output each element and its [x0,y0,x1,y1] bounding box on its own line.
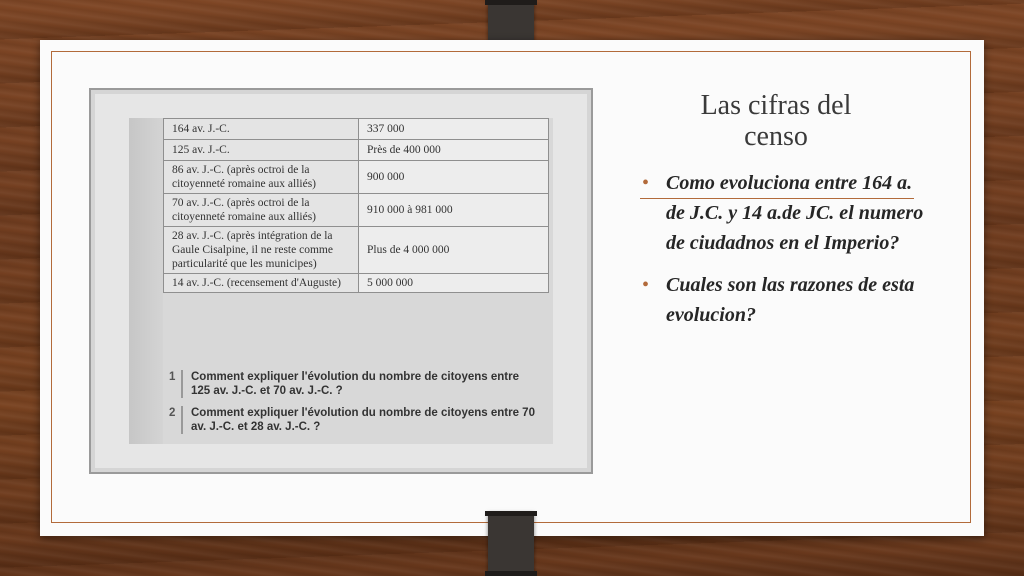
bullet-icon: • [642,274,650,296]
slide-card [40,40,984,536]
binder-clip-bottom [488,511,534,576]
table-cell-date: 70 av. J.-C. (après octroi de la citoyenneté romaine aux alliés) [164,194,359,227]
table-cell-date: 86 av. J.-C. (après octroi de la citoyenneté romaine aux alliés) [164,161,359,194]
bullet-item [640,270,930,330]
table-cell-date: 14 av. J.-C. (recensement d'Auguste) [164,274,359,293]
bullet-text: Cuales son las razones de esta evolucion? [666,274,915,326]
table-row [164,274,549,293]
question-1 [163,370,549,400]
question-number: 1 [169,371,176,383]
scanned-table-image [129,118,553,444]
question-divider [181,406,183,434]
question-text: Comment expliquer l'évolution du nombre de citoyens entre 125 av. J.-C. et 70 av. J.-C. ? [191,371,519,397]
question-number: 2 [169,407,176,419]
table-row [164,227,549,274]
bullet-list [640,168,930,342]
question-divider [181,370,183,398]
table-row [164,119,549,140]
table-cell-value: Plus de 4 000 000 [359,227,549,274]
scanned-image-frame [89,88,593,474]
bullet-icon: • [642,172,650,194]
bullet-item [640,168,930,258]
table-cell-value: Près de 400 000 [359,140,549,161]
table-row [164,161,549,194]
table-row [164,194,549,227]
scan-page-edge [129,118,163,444]
slide-title: Las cifras del censo [700,90,852,152]
table-cell-date: 164 av. J.-C. [164,119,359,140]
table-cell-date: 28 av. J.-C. (après intégration de la Gaule Cisalpine, il ne reste comme particularité que les municipes) [164,227,359,274]
table-cell-value: 5 000 000 [359,274,549,293]
accent-rule [640,198,914,199]
census-table [163,118,549,293]
table-row [164,140,549,161]
table-cell-value: 910 000 à 981 000 [359,194,549,227]
question-text: Comment expliquer l'évolution du nombre de citoyens entre 70 av. J.-C. et 28 av. J.-C. ? [191,407,535,433]
table-cell-value: 337 000 [359,119,549,140]
bullet-text: Como evoluciona entre 164 a. de J.C. y 14 a.de JC. el numero de ciudadnos en el Imperio? [666,172,924,254]
table-cell-value: 900 000 [359,161,549,194]
table-cell-date: 125 av. J.-C. [164,140,359,161]
question-2 [163,406,549,436]
